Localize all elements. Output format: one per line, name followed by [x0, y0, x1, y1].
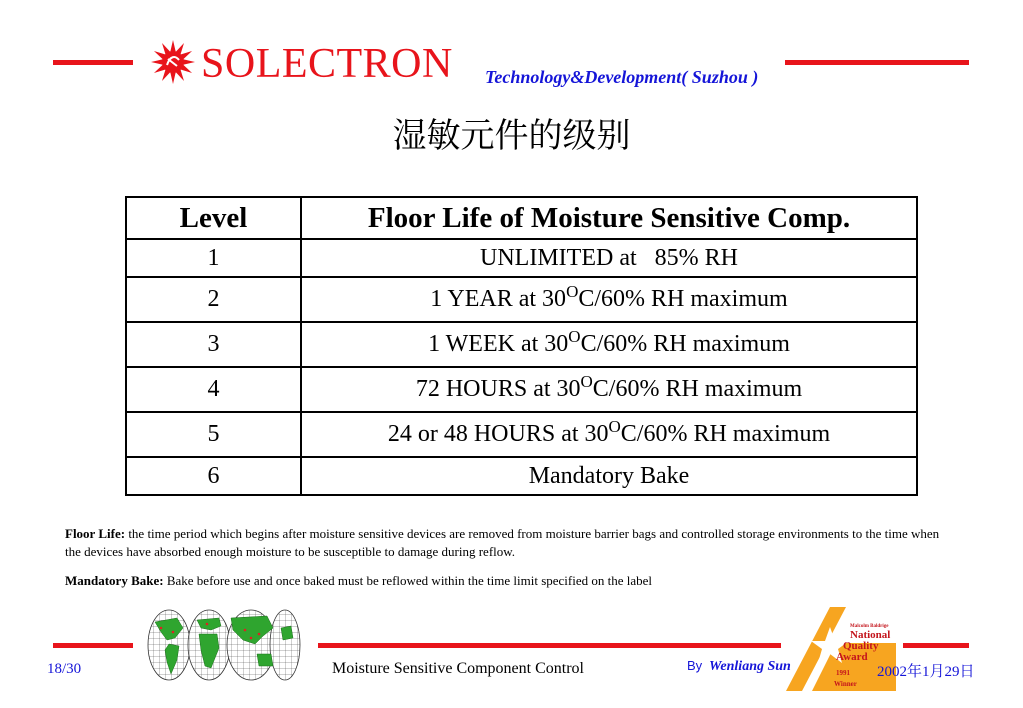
header-subtitle: Technology&Development( Suzhou )	[485, 67, 759, 87]
page-title: 湿敏元件的级别	[392, 118, 631, 155]
award-lettering-1: Malcolm Baldrige	[850, 624, 889, 629]
award-lettering-2: National	[850, 629, 891, 641]
floor-life-cell: Mandatory Bake	[301, 457, 917, 495]
table-row	[126, 239, 917, 277]
footer-bar-left	[53, 643, 133, 648]
solectron-logo-icon	[145, 39, 201, 85]
floor-life-label: Floor Life:	[65, 526, 126, 541]
date: 2002年1月29日	[877, 664, 975, 680]
floor-life-text: the time period which begins after moisture sensitive devices are removed from moisture barrier bags and controlled storage environments to the time when the devices have absorbed enough moisture to be susceptible to damage during reflow.	[65, 526, 940, 559]
page-number: 18/30	[47, 661, 82, 677]
table-row	[126, 277, 917, 322]
header-bar-right	[785, 60, 969, 65]
floor-life-cell: 1 WEEK at $30^OC/60\%$ RH maximum	[301, 322, 917, 367]
author-name: Wenliang Sun	[709, 659, 791, 674]
floor-life-cell: 24 or 48 HOURS at $30^OC/60\%$ RH maximum	[301, 412, 917, 457]
table-row	[126, 412, 917, 457]
floor-life-cell: 72 HOURS at $30^OC/60\%$ RH maximum	[301, 367, 917, 412]
header-floor-life: Floor Life of Moisture Sensitive Comp.	[301, 197, 917, 239]
mandatory-bake-note	[65, 572, 945, 590]
by-label: By	[687, 658, 703, 673]
level-cell: 1	[126, 239, 301, 277]
header-level: Level	[126, 197, 301, 239]
footer-title: Moisture Sensitive Component Control	[332, 660, 584, 677]
award-lettering-6: Winner	[834, 680, 857, 688]
table-row	[126, 457, 917, 495]
brand-name: SOLECTRON	[201, 41, 453, 87]
table-row	[126, 322, 917, 367]
level-cell: 2	[126, 277, 301, 322]
mandatory-bake-text: Bake before use and once baked must be reflowed within the time limit specified on the label	[163, 573, 653, 588]
table-row	[126, 367, 917, 412]
moisture-level-table	[125, 196, 918, 496]
award-lettering-4: Award	[836, 651, 868, 663]
floor-life-cell: UNLIMITED at 85% RH	[301, 239, 917, 277]
world-map-icon	[147, 608, 301, 682]
level-cell: 3	[126, 322, 301, 367]
floor-life-note	[65, 525, 945, 561]
floor-life-cell: 1 YEAR at $30^OC/60\%$ RH maximum	[301, 277, 917, 322]
table-header-row	[126, 197, 917, 239]
header-bar-left	[53, 60, 133, 65]
level-cell: 5	[126, 412, 301, 457]
degree-sign: O	[568, 327, 581, 346]
degree-sign: O	[608, 417, 621, 436]
footer-bar-right	[903, 643, 969, 648]
degree-sign: O	[566, 282, 579, 301]
footer-bar-middle	[318, 643, 781, 648]
award-lettering-3: Quality	[843, 640, 879, 652]
degree-sign: O	[580, 372, 593, 391]
mandatory-bake-label: Mandatory Bake:	[65, 573, 164, 588]
award-lettering-5: 1991	[836, 669, 850, 677]
level-cell: 4	[126, 367, 301, 412]
level-cell: 6	[126, 457, 301, 495]
